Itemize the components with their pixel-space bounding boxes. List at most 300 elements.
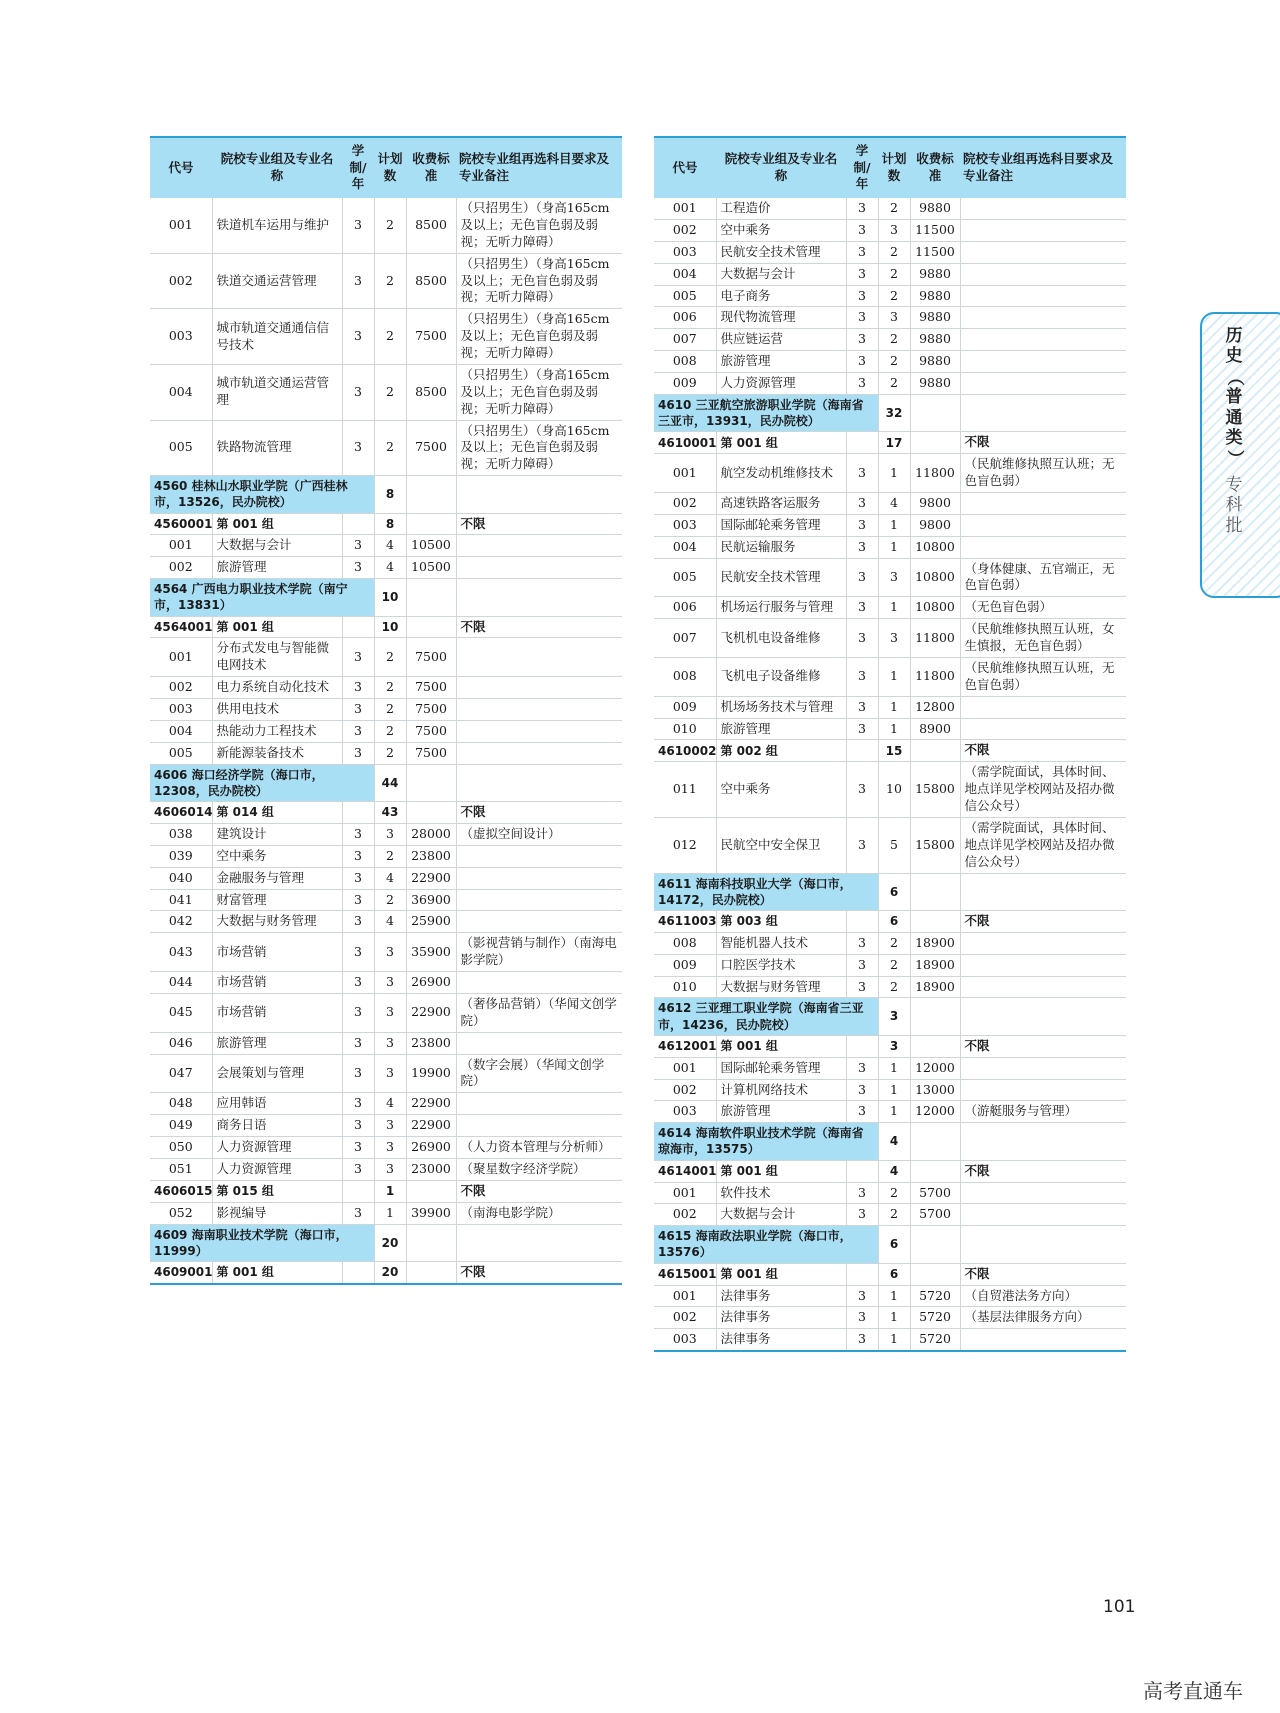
major-name: 旅游管理 bbox=[716, 351, 846, 373]
side-tab-char bbox=[1220, 475, 1248, 495]
major-years: 3 bbox=[846, 597, 878, 619]
major-plan-count: 5 bbox=[878, 817, 910, 873]
empty-cell bbox=[960, 998, 1126, 1035]
empty-cell bbox=[846, 1035, 878, 1057]
table-row bbox=[654, 198, 1126, 219]
major-plan-count: 4 bbox=[374, 557, 406, 579]
empty-cell bbox=[456, 579, 622, 616]
group-row bbox=[150, 513, 622, 535]
major-name: 民航安全技术管理 bbox=[716, 558, 846, 597]
empty-cell bbox=[406, 802, 456, 824]
header-name: 院校专业组及专业名称 bbox=[716, 137, 846, 198]
major-plan-count: 4 bbox=[878, 492, 910, 514]
major-name: 国际邮轮乘务管理 bbox=[716, 514, 846, 536]
group-row bbox=[654, 432, 1126, 454]
major-plan-count: 3 bbox=[374, 1115, 406, 1137]
header-fee: 收费标准 bbox=[406, 137, 456, 198]
major-note bbox=[960, 263, 1126, 285]
major-code: 004 bbox=[150, 364, 212, 420]
major-fee: 25900 bbox=[406, 911, 456, 933]
major-plan-count: 1 bbox=[878, 1079, 910, 1101]
major-fee: 9880 bbox=[910, 329, 960, 351]
major-fee: 7500 bbox=[406, 309, 456, 365]
table-row bbox=[654, 954, 1126, 976]
major-note bbox=[960, 718, 1126, 740]
major-note bbox=[960, 1204, 1126, 1226]
major-plan-count: 1 bbox=[878, 1307, 910, 1329]
major-name: 民航空中安全保卫 bbox=[716, 817, 846, 873]
school-plan-count: 3 bbox=[878, 998, 910, 1035]
major-plan-count: 1 bbox=[878, 597, 910, 619]
major-note bbox=[456, 911, 622, 933]
major-years: 3 bbox=[342, 911, 374, 933]
major-code: 001 bbox=[654, 454, 716, 493]
major-years: 3 bbox=[846, 954, 878, 976]
major-fee: 12000 bbox=[910, 1101, 960, 1123]
group-plan-count: 3 bbox=[878, 1035, 910, 1057]
major-name: 口腔医学技术 bbox=[716, 954, 846, 976]
major-fee: 13000 bbox=[910, 1079, 960, 1101]
empty-cell bbox=[846, 432, 878, 454]
major-name: 建筑设计 bbox=[212, 823, 342, 845]
major-years: 3 bbox=[342, 993, 374, 1032]
major-code: 002 bbox=[150, 557, 212, 579]
header-years: 学制/年 bbox=[342, 137, 374, 198]
empty-cell bbox=[342, 1180, 374, 1202]
major-plan-count: 2 bbox=[878, 198, 910, 219]
major-plan-count: 2 bbox=[374, 889, 406, 911]
table-row bbox=[654, 657, 1126, 696]
major-name: 供用电技术 bbox=[212, 699, 342, 721]
major-code: 001 bbox=[654, 198, 716, 219]
group-plan-count: 8 bbox=[374, 513, 406, 535]
empty-cell bbox=[406, 1224, 456, 1261]
side-tab-char bbox=[1220, 367, 1248, 387]
major-plan-count: 4 bbox=[374, 535, 406, 557]
major-plan-count: 1 bbox=[878, 696, 910, 718]
group-row bbox=[654, 1160, 1126, 1182]
major-note bbox=[456, 889, 622, 911]
major-plan-count: 2 bbox=[878, 329, 910, 351]
table-row bbox=[150, 677, 622, 699]
major-years: 3 bbox=[342, 364, 374, 420]
major-name: 飞机机电设备维修 bbox=[716, 619, 846, 658]
group-name: 第 001 组 bbox=[716, 1263, 846, 1285]
major-fee: 9880 bbox=[910, 351, 960, 373]
major-note bbox=[456, 1032, 622, 1054]
school-name: 4560 桂林山水职业学院（广西桂林市，13526，民办院校） bbox=[150, 476, 374, 513]
empty-cell bbox=[342, 513, 374, 535]
major-years: 3 bbox=[342, 420, 374, 476]
table-row bbox=[654, 219, 1126, 241]
major-fee: 23800 bbox=[406, 845, 456, 867]
major-fee: 28000 bbox=[406, 823, 456, 845]
major-code: 006 bbox=[654, 307, 716, 329]
table-row bbox=[654, 1182, 1126, 1204]
empty-cell bbox=[406, 616, 456, 638]
major-name: 空中乘务 bbox=[716, 219, 846, 241]
major-name: 旅游管理 bbox=[212, 1032, 342, 1054]
major-name: 现代物流管理 bbox=[716, 307, 846, 329]
major-note bbox=[456, 1115, 622, 1137]
major-plan-count: 4 bbox=[374, 1093, 406, 1115]
major-name: 大数据与会计 bbox=[716, 1204, 846, 1226]
empty-cell bbox=[910, 1160, 960, 1182]
major-years: 3 bbox=[846, 263, 878, 285]
major-fee: 23800 bbox=[406, 1032, 456, 1054]
side-tab-batch bbox=[1220, 475, 1248, 536]
table-row bbox=[150, 198, 622, 253]
major-fee: 11800 bbox=[910, 454, 960, 493]
table-row bbox=[150, 638, 622, 677]
major-fee: 9880 bbox=[910, 285, 960, 307]
table-row bbox=[150, 972, 622, 994]
major-name: 计算机网络技术 bbox=[716, 1079, 846, 1101]
major-years: 3 bbox=[846, 1057, 878, 1079]
group-name: 第 014 组 bbox=[212, 802, 342, 824]
major-name: 会展策划与管理 bbox=[212, 1054, 342, 1093]
major-code: 008 bbox=[654, 351, 716, 373]
table-row bbox=[654, 263, 1126, 285]
table-row bbox=[654, 718, 1126, 740]
major-note: （需学院面试，具体时间、地点详见学校网站及招办微信公众号） bbox=[960, 762, 1126, 818]
group-code: 4606015 bbox=[150, 1180, 212, 1202]
major-name: 机场场务技术与管理 bbox=[716, 696, 846, 718]
major-fee: 22900 bbox=[406, 1093, 456, 1115]
major-plan-count: 2 bbox=[374, 638, 406, 677]
major-fee: 8500 bbox=[406, 364, 456, 420]
major-plan-count: 4 bbox=[374, 911, 406, 933]
table-body-right bbox=[654, 198, 1126, 1351]
major-plan-count: 1 bbox=[878, 1329, 910, 1351]
major-note bbox=[960, 1329, 1126, 1351]
header-requirements: 院校专业组再选科目要求及专业备注 bbox=[960, 137, 1126, 198]
major-note bbox=[960, 492, 1126, 514]
table-row bbox=[654, 1057, 1126, 1079]
major-note: （无色盲色弱） bbox=[960, 597, 1126, 619]
major-name: 铁路物流管理 bbox=[212, 420, 342, 476]
empty-cell bbox=[910, 1263, 960, 1285]
table-row bbox=[150, 364, 622, 420]
group-requirement: 不限 bbox=[456, 802, 622, 824]
empty-cell bbox=[910, 1226, 960, 1263]
table-row bbox=[150, 1158, 622, 1180]
major-fee: 26900 bbox=[406, 1137, 456, 1159]
major-name: 大数据与财务管理 bbox=[212, 911, 342, 933]
major-plan-count: 1 bbox=[878, 454, 910, 493]
empty-cell bbox=[846, 1160, 878, 1182]
school-plan-count: 8 bbox=[374, 476, 406, 513]
major-note: （民航维修执照互认班；无色盲色弱） bbox=[960, 454, 1126, 493]
major-years: 3 bbox=[846, 1101, 878, 1123]
group-row bbox=[150, 616, 622, 638]
major-plan-count: 1 bbox=[878, 657, 910, 696]
major-fee: 9880 bbox=[910, 307, 960, 329]
table-row bbox=[654, 558, 1126, 597]
major-code: 003 bbox=[654, 1101, 716, 1123]
major-code: 004 bbox=[654, 263, 716, 285]
major-note: （影视营销与制作）（南海电影学院） bbox=[456, 933, 622, 972]
major-years: 3 bbox=[846, 241, 878, 263]
major-years: 3 bbox=[846, 285, 878, 307]
major-note: （自贸港法务方向） bbox=[960, 1285, 1126, 1307]
major-note bbox=[960, 1057, 1126, 1079]
major-code: 038 bbox=[150, 823, 212, 845]
major-plan-count: 2 bbox=[878, 263, 910, 285]
major-name: 法律事务 bbox=[716, 1307, 846, 1329]
empty-cell bbox=[960, 873, 1126, 910]
table-header bbox=[654, 137, 1126, 198]
group-code: 4614001 bbox=[654, 1160, 716, 1182]
school-name: 4610 三亚航空旅游职业学院（海南省三亚市，13931，民办院校） bbox=[654, 394, 878, 431]
group-requirement: 不限 bbox=[960, 1263, 1126, 1285]
major-years: 3 bbox=[846, 198, 878, 219]
empty-cell bbox=[342, 616, 374, 638]
major-plan-count: 3 bbox=[374, 1158, 406, 1180]
empty-cell bbox=[406, 476, 456, 513]
side-tab-glyph: ） bbox=[1224, 450, 1245, 468]
major-years: 3 bbox=[846, 619, 878, 658]
group-name: 第 001 组 bbox=[716, 432, 846, 454]
empty-cell bbox=[846, 910, 878, 932]
major-plan-count: 2 bbox=[878, 954, 910, 976]
side-tab-glyph: 批 bbox=[1225, 515, 1243, 536]
major-note: （只招男生）（身高165cm及以上；无色盲色弱及弱视；无听力障碍） bbox=[456, 420, 622, 476]
major-name: 空中乘务 bbox=[212, 845, 342, 867]
major-name: 电力系统自动化技术 bbox=[212, 677, 342, 699]
table-row bbox=[150, 699, 622, 721]
major-note bbox=[960, 696, 1126, 718]
table-row bbox=[150, 889, 622, 911]
major-code: 005 bbox=[150, 420, 212, 476]
major-years: 3 bbox=[342, 1093, 374, 1115]
major-note: （只招男生）（身高165cm及以上；无色盲色弱及弱视；无听力障碍） bbox=[456, 364, 622, 420]
major-plan-count: 1 bbox=[374, 1202, 406, 1224]
major-note bbox=[456, 557, 622, 579]
major-name: 国际邮轮乘务管理 bbox=[716, 1057, 846, 1079]
table-row bbox=[150, 1032, 622, 1054]
major-name: 机场运行服务与管理 bbox=[716, 597, 846, 619]
major-code: 002 bbox=[654, 492, 716, 514]
major-name: 人力资源管理 bbox=[212, 1158, 342, 1180]
major-plan-count: 3 bbox=[374, 1054, 406, 1093]
major-years: 3 bbox=[846, 817, 878, 873]
major-years: 3 bbox=[342, 742, 374, 764]
school-plan-count: 4 bbox=[878, 1123, 910, 1160]
table-row bbox=[654, 619, 1126, 658]
table-row bbox=[150, 1093, 622, 1115]
school-name: 4611 海南科技职业大学（海口市，14172，民办院校） bbox=[654, 873, 878, 910]
major-name: 大数据与会计 bbox=[716, 263, 846, 285]
table-row bbox=[150, 1137, 622, 1159]
major-fee: 5720 bbox=[910, 1329, 960, 1351]
table-row bbox=[654, 932, 1126, 954]
section-side-tab bbox=[1200, 312, 1280, 598]
major-plan-count: 2 bbox=[878, 351, 910, 373]
major-name: 高速铁路客运服务 bbox=[716, 492, 846, 514]
major-code: 005 bbox=[654, 558, 716, 597]
table-row bbox=[654, 307, 1126, 329]
major-code: 039 bbox=[150, 845, 212, 867]
empty-cell bbox=[456, 476, 622, 513]
side-tab-char bbox=[1220, 346, 1248, 366]
school-name: 4609 海南职业技术学院（海口市，11999） bbox=[150, 1224, 374, 1261]
side-tab-char bbox=[1220, 387, 1248, 407]
table-row bbox=[150, 742, 622, 764]
major-name: 法律事务 bbox=[716, 1329, 846, 1351]
major-note: （民航维修执照互认班，无色盲色弱） bbox=[960, 657, 1126, 696]
major-plan-count: 2 bbox=[374, 364, 406, 420]
table-row bbox=[654, 1101, 1126, 1123]
header-plan: 计划数 bbox=[374, 137, 406, 198]
major-fee: 22900 bbox=[406, 867, 456, 889]
major-years: 3 bbox=[342, 699, 374, 721]
group-plan-count: 10 bbox=[374, 616, 406, 638]
major-note bbox=[960, 307, 1126, 329]
empty-cell bbox=[846, 1263, 878, 1285]
major-name: 法律事务 bbox=[716, 1285, 846, 1307]
major-note: （奢侈品营销）（华闻文创学院） bbox=[456, 993, 622, 1032]
major-years: 3 bbox=[342, 638, 374, 677]
side-tab-char bbox=[1220, 495, 1248, 515]
side-tab-text bbox=[1220, 326, 1248, 536]
major-years: 3 bbox=[342, 198, 374, 253]
major-plan-count: 2 bbox=[374, 677, 406, 699]
group-plan-count: 4 bbox=[878, 1160, 910, 1182]
major-code: 010 bbox=[654, 718, 716, 740]
group-row bbox=[150, 1180, 622, 1202]
major-plan-count: 2 bbox=[374, 699, 406, 721]
group-plan-count: 20 bbox=[374, 1261, 406, 1283]
school-row bbox=[654, 1123, 1126, 1160]
major-code: 040 bbox=[150, 867, 212, 889]
major-code: 002 bbox=[654, 1204, 716, 1226]
major-fee: 12800 bbox=[910, 696, 960, 718]
school-row bbox=[654, 873, 1126, 910]
group-code: 4560001 bbox=[150, 513, 212, 535]
major-plan-count: 2 bbox=[878, 241, 910, 263]
major-code: 041 bbox=[150, 889, 212, 911]
major-name: 金融服务与管理 bbox=[212, 867, 342, 889]
major-fee: 22900 bbox=[406, 1115, 456, 1137]
major-fee: 5700 bbox=[910, 1182, 960, 1204]
major-plan-count: 2 bbox=[878, 976, 910, 998]
major-plan-count: 10 bbox=[878, 762, 910, 818]
group-name: 第 003 组 bbox=[716, 910, 846, 932]
table-row bbox=[654, 1285, 1126, 1307]
major-code: 001 bbox=[150, 198, 212, 253]
major-name: 城市轨道交通运营管理 bbox=[212, 364, 342, 420]
major-fee: 9800 bbox=[910, 514, 960, 536]
major-years: 3 bbox=[342, 677, 374, 699]
major-code: 003 bbox=[654, 1329, 716, 1351]
empty-cell bbox=[406, 764, 456, 801]
major-years: 3 bbox=[846, 1307, 878, 1329]
group-name: 第 001 组 bbox=[716, 1160, 846, 1182]
group-requirement: 不限 bbox=[960, 1160, 1126, 1182]
group-plan-count: 1 bbox=[374, 1180, 406, 1202]
major-fee: 8500 bbox=[406, 198, 456, 253]
major-code: 047 bbox=[150, 1054, 212, 1093]
major-years: 3 bbox=[342, 845, 374, 867]
major-code: 003 bbox=[654, 514, 716, 536]
major-name: 工程造价 bbox=[716, 198, 846, 219]
major-code: 045 bbox=[150, 993, 212, 1032]
header-plan: 计划数 bbox=[878, 137, 910, 198]
table-row bbox=[654, 329, 1126, 351]
table-row bbox=[150, 309, 622, 365]
major-code: 001 bbox=[654, 1057, 716, 1079]
major-years: 3 bbox=[846, 976, 878, 998]
side-tab-glyph: 类 bbox=[1225, 427, 1243, 448]
group-name: 第 002 组 bbox=[716, 740, 846, 762]
school-row bbox=[150, 579, 622, 616]
major-name: 空中乘务 bbox=[716, 762, 846, 818]
table-row bbox=[150, 557, 622, 579]
major-fee: 7500 bbox=[406, 742, 456, 764]
major-name: 大数据与会计 bbox=[212, 535, 342, 557]
major-code: 009 bbox=[654, 954, 716, 976]
table-row bbox=[654, 492, 1126, 514]
major-name: 飞机电子设备维修 bbox=[716, 657, 846, 696]
major-years: 3 bbox=[342, 1158, 374, 1180]
major-note: （游艇服务与管理） bbox=[960, 1101, 1126, 1123]
major-years: 3 bbox=[846, 329, 878, 351]
group-requirement: 不限 bbox=[456, 616, 622, 638]
major-note bbox=[960, 954, 1126, 976]
admissions-table-right bbox=[654, 136, 1126, 1352]
major-plan-count: 3 bbox=[374, 1032, 406, 1054]
school-row bbox=[150, 476, 622, 513]
table-header bbox=[150, 137, 622, 198]
group-plan-count: 43 bbox=[374, 802, 406, 824]
group-code: 4610002 bbox=[654, 740, 716, 762]
header-requirements: 院校专业组再选科目要求及专业备注 bbox=[456, 137, 622, 198]
major-name: 软件技术 bbox=[716, 1182, 846, 1204]
major-code: 010 bbox=[654, 976, 716, 998]
major-fee: 35900 bbox=[406, 933, 456, 972]
empty-cell bbox=[910, 1123, 960, 1160]
major-years: 3 bbox=[846, 696, 878, 718]
major-years: 3 bbox=[846, 1079, 878, 1101]
major-note bbox=[456, 845, 622, 867]
group-row bbox=[654, 1035, 1126, 1057]
major-years: 3 bbox=[342, 823, 374, 845]
major-fee: 22900 bbox=[406, 993, 456, 1032]
major-note bbox=[960, 976, 1126, 998]
empty-cell bbox=[910, 394, 960, 431]
major-years: 3 bbox=[342, 309, 374, 365]
major-code: 050 bbox=[150, 1137, 212, 1159]
major-code: 003 bbox=[654, 241, 716, 263]
major-name: 旅游管理 bbox=[716, 718, 846, 740]
major-note bbox=[960, 241, 1126, 263]
group-code: 4615001 bbox=[654, 1263, 716, 1285]
empty-cell bbox=[910, 1035, 960, 1057]
major-note bbox=[456, 972, 622, 994]
header-name: 院校专业组及专业名称 bbox=[212, 137, 342, 198]
major-name: 民航安全技术管理 bbox=[716, 241, 846, 263]
group-name: 第 001 组 bbox=[716, 1035, 846, 1057]
empty-cell bbox=[960, 1226, 1126, 1263]
group-plan-count: 6 bbox=[878, 910, 910, 932]
group-plan-count: 17 bbox=[878, 432, 910, 454]
table-row bbox=[654, 1329, 1126, 1351]
major-plan-count: 2 bbox=[878, 1204, 910, 1226]
major-code: 002 bbox=[150, 253, 212, 309]
table-row bbox=[150, 845, 622, 867]
major-plan-count: 3 bbox=[878, 307, 910, 329]
